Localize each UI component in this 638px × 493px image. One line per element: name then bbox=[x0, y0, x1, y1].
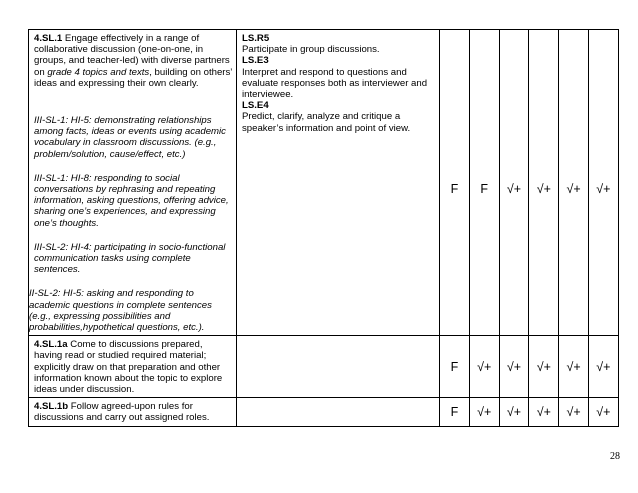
page-number: 28 bbox=[610, 451, 620, 462]
mark-cell: F bbox=[440, 30, 470, 336]
standard-text: 4.SL.1b Follow agreed-upon rules for discussions and carry out assigned roles. bbox=[34, 401, 210, 424]
standard-cell bbox=[29, 336, 237, 398]
ls-text: Participate in group discussions. bbox=[242, 44, 380, 56]
mark-cell: √+ bbox=[559, 30, 589, 336]
ls-cell bbox=[237, 398, 440, 426]
ls-code: LS.R5 bbox=[242, 33, 270, 44]
standard-text: 4.SL.1 Engage effectively in a range of collaborative discussion (one-on-one, in groups, and teacher-led) with diverse partners on grade 4 topics and texts, building on others’ ideas and expressing their own clearly. bbox=[34, 33, 233, 89]
ls-text: Predict, clarify, analyze and critique a speaker’s information and point of view. bbox=[242, 111, 411, 134]
table-row bbox=[29, 30, 619, 336]
mark-cell: √+ bbox=[499, 30, 529, 336]
standard-text: 4.SL.1a Come to discussions prepared, having read or studied required material; explicitly draw on that preparation and other information known about the topic to explore ideas under discussion. bbox=[34, 339, 223, 396]
mark-cell: √+ bbox=[559, 336, 589, 398]
mark-cell: F bbox=[440, 336, 470, 398]
sub-standard: II-SL-2: HI-5: asking and responding to academic questions in complete sentences (e.g., expressing possibilities and probabilities,hypothetical questions, etc.). bbox=[29, 288, 212, 334]
mark-cell: √+ bbox=[529, 30, 559, 336]
sub-standard: III-SL-1: HI-8: responding to social conversations by rephrasing and repeating information, asking questions, offering advice, sharing one’s experiences, and expressing one’s thoughts. bbox=[34, 172, 229, 229]
mark-cell: F bbox=[469, 30, 499, 336]
ls-text: Interpret and respond to questions and evaluate responses both as interviewer and interviewee. bbox=[242, 66, 428, 101]
sub-standard: III-SL-2: HI-4: participating in socio-functional communication tasks using complete sentences. bbox=[34, 241, 226, 276]
standard-code: 4.SL.1 bbox=[34, 33, 63, 44]
standard-code: 4.SL.1b bbox=[34, 401, 69, 413]
mark-cell: √+ bbox=[529, 398, 559, 426]
standard-code: 4.SL.1a bbox=[34, 339, 68, 351]
standard-cell bbox=[29, 30, 237, 336]
standards-table bbox=[28, 29, 619, 427]
ls-cell bbox=[237, 336, 440, 398]
table-row bbox=[29, 336, 619, 398]
ls-cell bbox=[237, 30, 440, 336]
mark-cell: √+ bbox=[588, 398, 618, 426]
mark-cell: √+ bbox=[559, 398, 589, 426]
mark-cell: √+ bbox=[499, 398, 529, 426]
mark-cell: √+ bbox=[469, 336, 499, 398]
mark-cell: √+ bbox=[588, 30, 618, 336]
mark-cell: F bbox=[440, 398, 470, 426]
ls-code: LS.E4 bbox=[242, 100, 269, 112]
mark-cell: √+ bbox=[469, 398, 499, 426]
table-row bbox=[29, 398, 619, 426]
mark-cell: √+ bbox=[499, 336, 529, 398]
ls-code: LS.E3 bbox=[242, 55, 269, 67]
mark-cell: √+ bbox=[588, 336, 618, 398]
standard-cell bbox=[29, 398, 237, 426]
mark-cell: √+ bbox=[529, 336, 559, 398]
sub-standard: III-SL-1: HI-5: demonstrating relationships among facts, ideas or events using academic vocabulary in classroom discussions. (e.g., problem/solution, cause/effect, etc.) bbox=[34, 115, 226, 160]
